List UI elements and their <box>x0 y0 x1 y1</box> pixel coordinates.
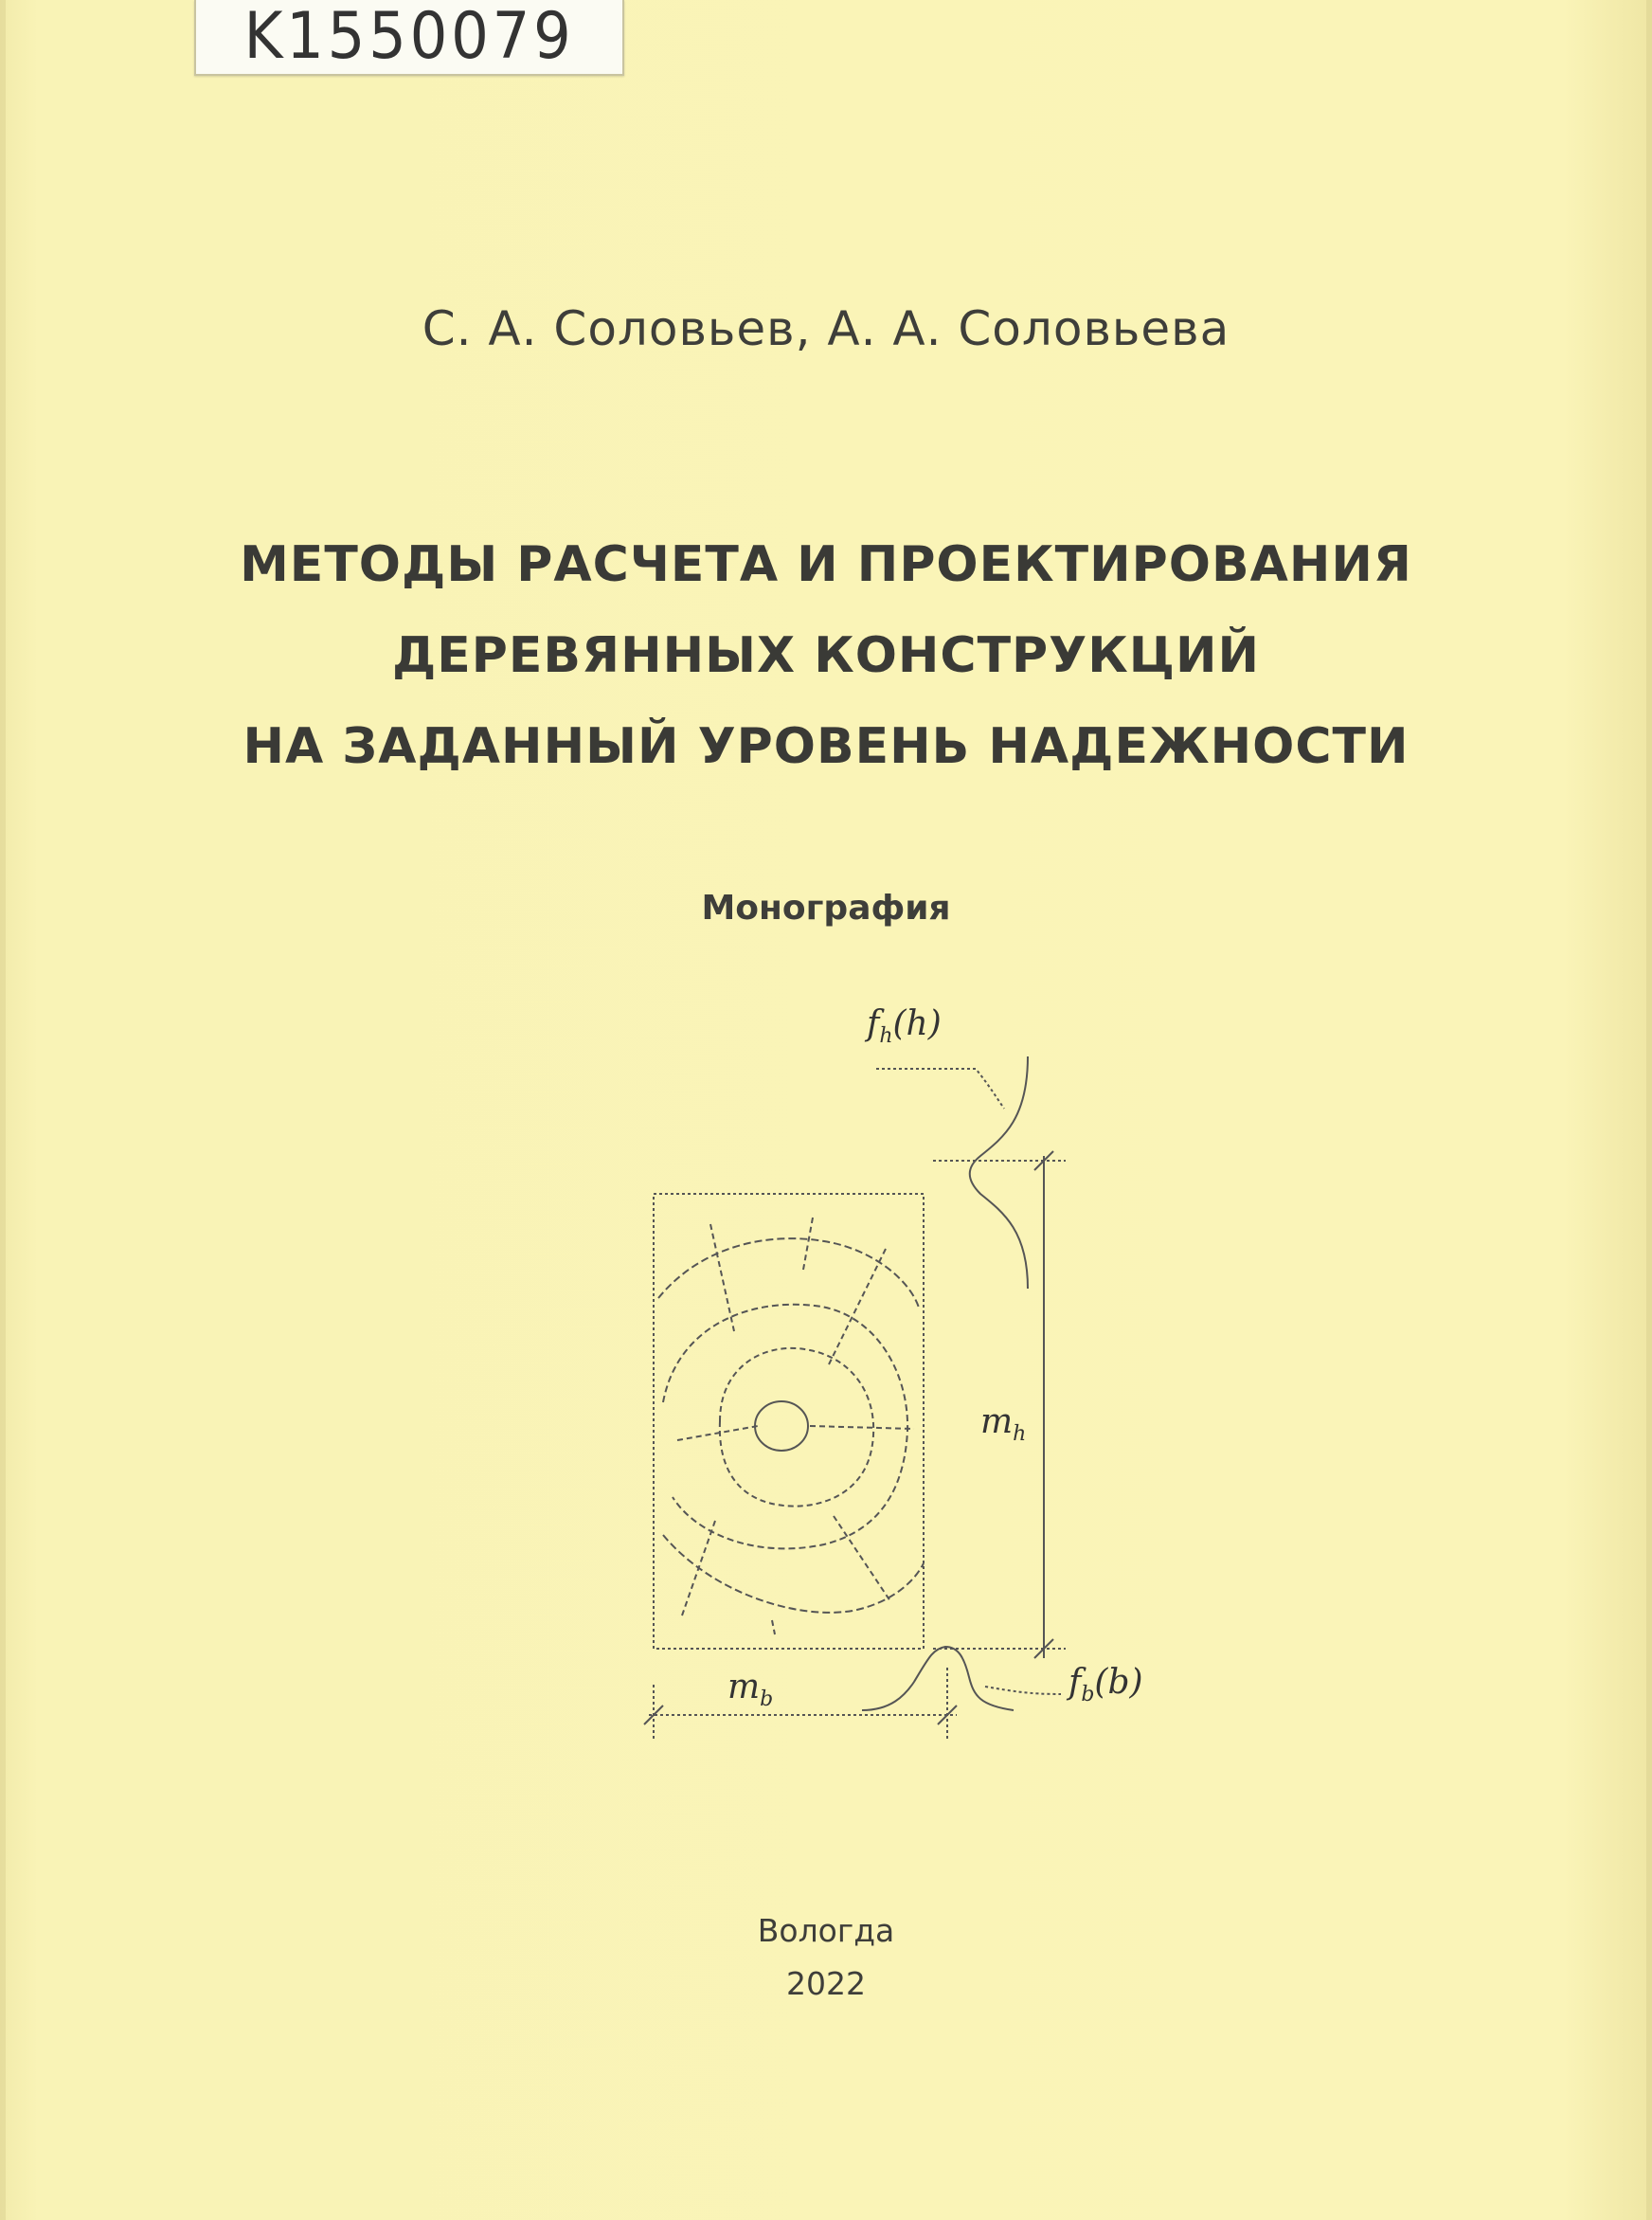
fh-curve <box>970 1056 1028 1289</box>
section-rectangle <box>654 1194 924 1649</box>
label-mb: $m_b$ <box>727 1668 774 1712</box>
label-fb: $f_b(b)$ <box>1068 1663 1143 1707</box>
book-title <box>0 519 1652 792</box>
ray-line <box>810 1426 914 1429</box>
publication-year: 2022 <box>786 1965 866 2002</box>
subtitle: Монография <box>701 889 951 928</box>
ray-line <box>682 1521 715 1615</box>
fh-leader <box>876 1069 1004 1109</box>
growth-ring <box>663 1535 924 1613</box>
ray-line <box>829 1249 886 1364</box>
title-line: МЕТОДЫ РАСЧЕТА И ПРОЕКТИРОВАНИЯ <box>240 536 1412 593</box>
growth-ring <box>663 1305 907 1549</box>
timber-section-figure <box>606 1004 1212 1800</box>
authors: С. А. Соловьев, А. А. Соловьева <box>422 301 1230 356</box>
publisher-city: Вологда <box>757 1912 895 1949</box>
growth-ring <box>658 1238 919 1308</box>
ray-line <box>677 1426 758 1440</box>
fb-leader <box>985 1687 1061 1694</box>
label-fh: $f_h(h)$ <box>867 1004 942 1049</box>
label-mh: $m_h$ <box>980 1402 1027 1447</box>
ray-line <box>803 1218 813 1270</box>
fb-curve <box>862 1647 1014 1710</box>
pith-ring <box>755 1401 808 1451</box>
publisher-info <box>0 1904 1652 2011</box>
title-line: ДЕРЕВЯННЫХ КОНСТРУКЦИЙ <box>391 627 1261 684</box>
ray-line <box>772 1620 775 1634</box>
title-line: НА ЗАДАННЫЙ УРОВЕНЬ НАДЕЖНОСТИ <box>242 718 1410 775</box>
stamp-code: K1550079 <box>243 0 575 74</box>
ray-line <box>710 1224 734 1331</box>
library-stamp <box>194 0 624 76</box>
